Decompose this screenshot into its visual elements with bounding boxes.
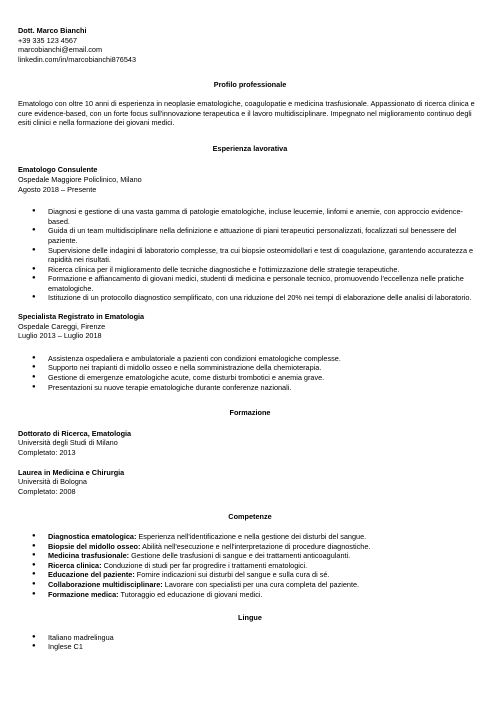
profile-text: Ematologo con oltre 10 anni di esperienza in neoplasie ematologiche, coagulopatie e medicina trasfusionale. Appassionato di ricerca clinica e cure evidence-based, con un forte focus sull'innovazione terapeutica e il lavoro multidisciplinare. Impegnato nel miglioramento continuo degli esiti clinici e nella formazione dei giovani medici.: [18, 98, 475, 128]
education-entry: [18, 468, 482, 497]
degree-title: Dottorato di Ricerca, Ematologia: [18, 428, 132, 438]
profile-heading: Profilo professionale: [213, 80, 287, 90]
list-item: [18, 542, 482, 552]
job-place: Ospedale Careggi, Firenze: [18, 321, 106, 331]
education-heading: Formazione: [229, 408, 271, 418]
list-item: ● Guida di un team multidisciplinare nella definizione e attuazione di piani terapeutici personalizzati, focalizzati sul benessere del paziente.: [18, 226, 482, 245]
education-entry: [18, 429, 482, 458]
school-name: Università di Bologna: [18, 477, 87, 487]
list-item: [18, 580, 482, 590]
job-role: Specialista Registrato in Ematologia: [18, 312, 145, 322]
skill-name: Formazione medica:: [48, 589, 119, 599]
skill-name: Diagnostica ematologica:: [48, 531, 137, 541]
languages-heading: Lingue: [238, 613, 262, 623]
list-item: [18, 532, 482, 542]
list-item: ● Formazione e affiancamento di giovani medici, studenti di medicina e personale tecnico, promuovendo l'eccellenza nelle pratiche ematologiche.: [18, 274, 482, 293]
list-item: ● Ricerca clinica per il miglioramento delle tecniche diagnostiche e l'ottimizzazione delle strategie terapeutiche.: [18, 265, 482, 275]
skill-desc: Lavorare con specialisti per una cura completa del paziente.: [162, 579, 360, 589]
skill-name: Collaborazione multidisciplinare:: [48, 579, 163, 589]
skill-name: Biopsie del midollo osseo:: [48, 541, 141, 551]
job-place: Ospedale Maggiore Policlinico, Milano: [18, 174, 142, 184]
job-bullets: [18, 207, 482, 303]
skill-desc: Tutoraggio ed educazione di giovani medici.: [118, 589, 263, 599]
list-item: ● Assistenza ospedaliera e ambulatoriale a pazienti con condizioni ematologiche complesse.: [18, 354, 482, 364]
skill-desc: Gestione delle trasfusioni di sangue e dei trattamenti anticoagulanti.: [129, 551, 351, 561]
skill-name: Educazione del paziente:: [48, 570, 135, 580]
skills-heading: Competenze: [228, 512, 272, 522]
list-item: ● Istituzione di un protocollo diagnostico semplificato, con una riduzione del 20% nei tempi di elaborazione delle analisi di laboratorio.: [18, 293, 482, 303]
skill-desc: Esperienza nell'identificazione e nella gestione dei disturbi del sangue.: [136, 531, 367, 541]
skill-name: Ricerca clinica:: [48, 560, 102, 570]
job-bullets: [18, 354, 482, 392]
email-address: marcobianchi@email.com: [18, 45, 103, 55]
candidate-name: Dott. Marco Bianchi: [18, 26, 87, 35]
list-item: [18, 561, 482, 571]
cv-content: [18, 26, 482, 652]
job-entry: [18, 312, 482, 392]
job-period: Agosto 2018 – Presente: [18, 184, 97, 194]
job-period: Luglio 2013 – Luglio 2018: [18, 331, 102, 341]
skill-desc: Conduzione di studi per far progredire i trattamenti ematologici.: [101, 560, 308, 570]
list-item: [18, 590, 482, 600]
languages-list: [18, 633, 482, 652]
list-item: ● Presentazioni su nuove terapie ematologiche durante conferenze nazionali.: [18, 383, 482, 393]
completion-year: Completato: 2008: [18, 486, 76, 496]
job-entry: [18, 165, 482, 303]
list-item: ● Gestione di emergenze ematologiche acute, come disturbi trombotici e anemia grave.: [18, 373, 482, 383]
skills-list: [18, 532, 482, 599]
phone-number: +39 335 123 4567: [18, 35, 78, 45]
school-name: Università degli Studi di Milano: [18, 438, 118, 448]
list-item: ● Inglese C1: [18, 642, 482, 652]
completion-year: Completato: 2013: [18, 448, 76, 457]
list-item: [18, 570, 482, 580]
skill-desc: Fornire indicazioni sui disturbi del sangue e sulla cura di sé.: [134, 570, 330, 580]
list-item: [18, 551, 482, 561]
job-role: Ematologo Consulente: [18, 165, 98, 175]
experience-heading: Esperienza lavorativa: [212, 143, 288, 153]
skill-desc: Abilità nell'esecuzione e nell'interpretazione di procedure diagnostiche.: [140, 541, 371, 551]
list-item: ● Supervisione delle indagini di laboratorio complesse, tra cui biopsie osteomidollari e test di coagulazione, garantendo accuratezza e rapidità nei risultati.: [18, 246, 482, 265]
linkedin-url: linkedin.com/in/marcobianchi876543: [18, 54, 137, 64]
list-item: ● Supporto nei trapianti di midollo osseo e nella somministrazione della chemioterapia.: [18, 363, 482, 373]
list-item: ● Diagnosi e gestione di una vasta gamma di patologie ematologiche, incluse leucemie, linfomi e anemie, con approccio evidence-based.: [18, 207, 482, 226]
degree-title: Laurea in Medicina e Chirurgia: [18, 467, 125, 477]
contact-block: [18, 26, 482, 64]
list-item: ● Italiano madrelingua: [18, 633, 482, 643]
skill-name: Medicina trasfusionale:: [48, 551, 130, 561]
